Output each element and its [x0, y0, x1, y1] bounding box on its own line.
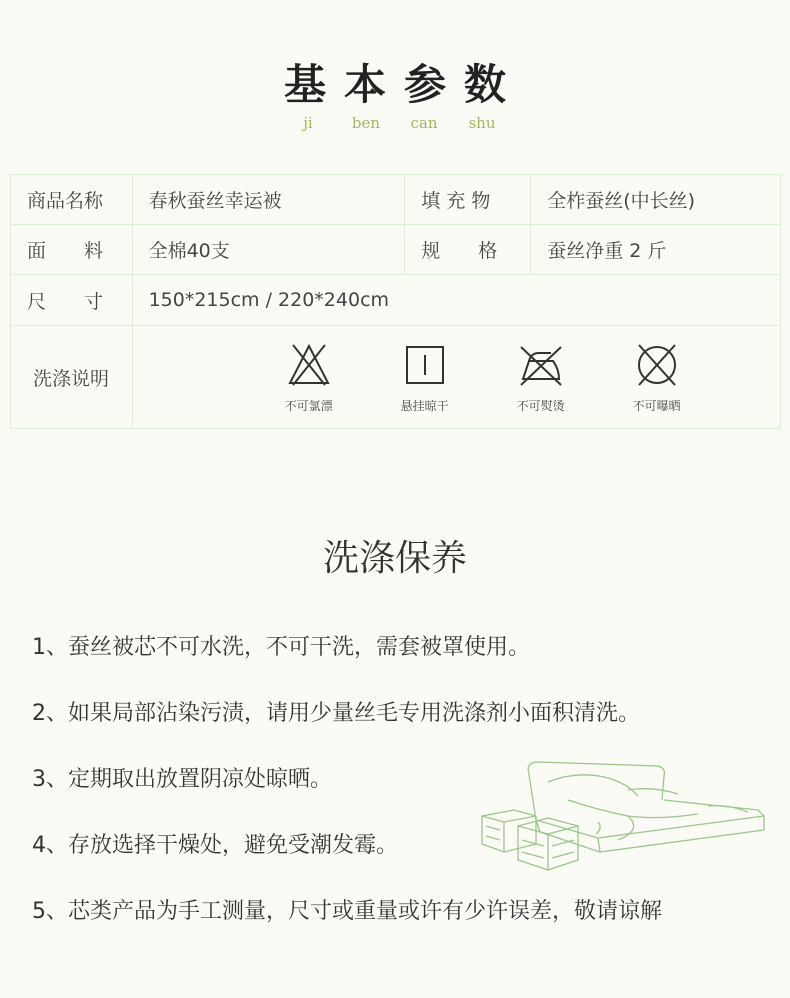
no-bleach-icon	[285, 341, 333, 389]
wash-item	[251, 341, 367, 414]
wash-item	[483, 341, 599, 414]
table-row	[11, 175, 781, 225]
fabric-value: 全棉40支	[132, 225, 405, 275]
size-value: 150*215cm / 220*240cm	[132, 275, 780, 326]
size-label: 尺 寸	[11, 275, 133, 326]
list-item: 4、存放选择干燥处，避免受潮发霉。	[32, 833, 398, 858]
list-item: 1、蚕丝被芯不可水洗，不可干洗，需套被罩使用。	[32, 635, 530, 660]
no-iron-icon	[517, 341, 565, 389]
pinyin-syllable: can	[410, 114, 438, 132]
hang-dry-icon	[401, 341, 449, 389]
pinyin-syllable: shu	[468, 114, 496, 132]
list-item: 2、如果局部沾染污渍，请用少量丝毛专用洗涤剂小面积清洗。	[32, 701, 640, 726]
wash-caption: 不可熨烫	[516, 398, 565, 413]
pinyin-syllable: ji	[303, 114, 313, 132]
wash-symbols	[132, 326, 780, 429]
no-sun-dry-icon	[633, 341, 681, 389]
spec-label: 规 格	[405, 225, 531, 275]
pinyin-syllable: ben	[351, 114, 381, 132]
list-item: 5、芯类产品为手工测量，尺寸或重量或许有少许误差，敬请谅解	[32, 899, 662, 924]
wash-item	[367, 341, 483, 414]
name-label: 商品名称	[11, 175, 133, 225]
list-item: 3、定期取出放置阴凉处晾晒。	[32, 767, 332, 792]
table-row	[11, 275, 781, 326]
fabric-label: 面 料	[11, 225, 133, 275]
table-row	[11, 326, 781, 429]
wash-caption: 不可氯漂	[284, 398, 333, 413]
filling-label: 填 充 物	[405, 175, 531, 225]
title-pinyin	[0, 114, 790, 132]
spec-value: 蚕丝净重 2 斤	[531, 225, 781, 275]
params-table	[10, 174, 781, 429]
filling-value: 全柞蚕丝(中长丝)	[531, 175, 781, 225]
bed-illustration	[478, 760, 768, 875]
care-section-title: 洗涤保养	[322, 538, 467, 579]
page-title: 基本参数	[283, 60, 524, 109]
wash-caption: 悬挂晾干	[400, 398, 449, 413]
name-value: 春秋蚕丝幸运被	[132, 175, 405, 225]
wash-item	[599, 341, 715, 414]
wash-caption: 不可曝晒	[632, 398, 681, 413]
table-row	[11, 225, 781, 275]
wash-label: 洗涤说明	[11, 326, 133, 429]
